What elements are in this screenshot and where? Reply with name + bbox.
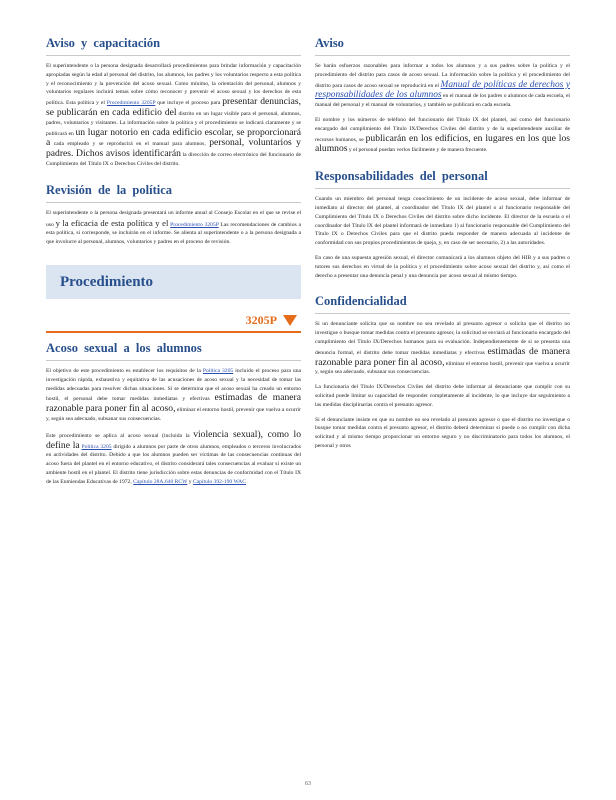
paragraph: En caso de una supuesta agresión sexual, el director comunicará a los alumnos objeto del HIB y a sus padres o tutores sus derechos en virtud de la política y el procedimiento sobre acoso sexual del distrito y, así como el derecho a presentar una denuncia penal y una denuncia por acoso sexual al mismo tiempo. [315, 254, 570, 279]
procedure-link[interactable]: Procedimiento 3205P [170, 221, 219, 228]
policy-link[interactable]: Política 3205 [81, 443, 112, 450]
procedure-link[interactable]: Procedimiento 3205P [106, 100, 156, 107]
section-acoso [46, 341, 301, 487]
policy-number-bar [46, 305, 301, 333]
section-aviso-capacitacion [46, 36, 301, 169]
paragraph: El superintendente o la persona designada presentará un informe anual al Consejo Escolar en el que se revise el uso y la eficacia de esta política y el Procedimiento 3205P Las recomendaciones de cambios a esta política, si corresponde, se incluirán en el informe. Se alienta al superintendente o a la persona designada a que involucre al personal, alumnos, voluntarios y padres en el proceso de revisión. [46, 209, 301, 246]
wac-link[interactable]: Capítulo 392-190 WAC [192, 478, 246, 485]
paragraph: Este procedimiento se aplica al acoso sexual (incluida la violencia sexual), como lo define la Política 3205 dirigido a alumnos por parte de otros alumnos, empleados o terceros involucrados en actividades del distrito. Debido a que los alumnos pueden ser víctimas de las consecuencias continuas del acoso fuera del plantel en el entorno educativo, el distrito considerará tales consecuencias al evaluar si existe un ambiente hostil en el plantel. El distrito tiene jurisdicción sobre estas denuncias de conformidad con el Título IX de las Enmiendas Educativas de 1972, Capítulo 28A.640 RCW y Capítulo 392-190 WAC [46, 428, 301, 485]
section-title: Confidencialidad [315, 294, 570, 314]
section-title: Responsabilidades del personal [315, 169, 570, 189]
left-column [46, 30, 301, 501]
section-title: Aviso y capacitación [46, 36, 301, 56]
triangle-down-icon [283, 315, 297, 326]
section-revision [46, 183, 301, 247]
paragraph: El nombre y los números de teléfono del funcionario del Título IX del plantel, así como del funcionario encargado del cumplimiento del Título IX/Derechos Civiles del distrito y de la superintendente auxiliar de recursos humanos, se publicarán en los edificios, en lugares en los que los alumnos y el personal puedan verlos fácilmente y de manera frecuente. [315, 116, 570, 155]
section-aviso [315, 36, 570, 155]
policy-link[interactable]: Política 3205 [202, 367, 234, 374]
paragraph: El objetivo de este procedimiento es establecer los requisitos de la Política 3205 incluido el proceso para una investigación rápida, exhaustiva y equitativa de las acusaciones de acoso sexual y la necesidad de tomar las medidas adecuadas para resolver dichas situaciones. Si se determina que el acoso sexual ha creado un entorno hostil, el personal debe tomar medidas inmediatas y efectivas estimadas de manera razonable para poner fin al acoso, eliminar el entorno hostil, prevenir que vuelva a ocurrir y, según sea adecuado, subsanar sus consecuencias. [46, 367, 301, 422]
paragraph: Cuando un miembro del personal tenga conocimiento de un incidente de acoso sexual, debe informar de inmediato al director del plantel, al coordinador del Título IX del plantel o al funcionario responsable del Cumplimiento del Título IX o Derechos Civiles del distrito sobre dicho incidente. El director de la escuela o el coordinador del Título IX del plantel informará de inmediato 1) al funcionario responsable del Cumplimiento del Título IX o Derechos Civiles para que el distrito pueda responder de manera adecuada al incidente de conformidad con sus propios procedimientos de queja, y, en caso de ser necesario, 2) a las autoridades. [315, 196, 570, 247]
manual-link[interactable]: Manual de políticas de derechos y responsabilidades de los alumnos [315, 79, 570, 101]
page-number: 63 [305, 781, 311, 787]
right-column [315, 30, 570, 465]
policy-number: 3205P [245, 312, 277, 327]
rcw-link[interactable]: Capítulo 28A.640 RCW [133, 478, 188, 485]
section-responsabilidades [315, 169, 570, 280]
paragraph: El superintendente o la persona designada desarrollará procedimientos para brindar información y capacitación apropiadas según la edad al personal del distrito, los alumnos, los padres y los voluntarios respecto a esta política y el reconocimiento y la prevención del acoso sexual. Como mínimo, la orientación del personal, alumnos y voluntarios regulares incluirá temas sobre cómo reconocer y prevenir el acoso sexual y los derechos de esta política. Esta política y el Procedimiento 3205P que incluye el proceso para presentar denuncias, se publicarán en cada edificio del distrito en un lugar visible para el personal, alumnos, padres, voluntarios y visitantes. La información sobre la política y el procedimiento se indicará claramente y se publicará en un lugar notorio en cada edificio escolar, se proporcionará a cada empleado y se reproducirá en el manual para alumnos, personal, voluntarios y padres. Dichos avisos identificarán la dirección de correo electrónico del funcionario de Cumplimiento del Título IX o Derechos Civiles del distrito. [46, 63, 301, 167]
section-title: Aviso [315, 36, 570, 56]
section-title: Revisión de la política [46, 183, 301, 203]
paragraph: La funcionaria del Título IX/Derechos Civiles del distrito debe informar al denunciante que cumplir con su solicitud puede limitar su capacidad de responder completamente al incidente, lo que incluye dar seguimiento a las medidas disciplinarias contra el presunto agresor. [315, 384, 570, 408]
section-confidencialidad [315, 294, 570, 450]
paragraph: Si un denunciante solicita que su nombre no sea revelado al presunto agresor o solicita que el distrito no investigue o busque tomar medidas contra el presunto agresor, la solicitud se enviará al funcionario encargado del cumplimiento del Título IX/Derechos humanos para su evaluación. Independientemente de si se presenta una denuncia formal, el distrito debe tomar medidas inmediatas y efectivas estimadas de manera razonable para poner fin al acoso, eliminar el entorno hostil, prevenir que vuelva a ocurrir y, según sea adecuado, subsanar sus consecuencias. [315, 321, 571, 376]
paragraph: Se harán esfuerzos razonables para informar a todos los alumnos y a sus padres sobre la política y el procedimiento del distrito para casos de acoso sexual. La información sobre la política y el procedimiento del distrito para casos de acoso sexual se reproducirá en el Manual de políticas de derechos y responsabilidades de los alumnos en el manual de los padres o alumnos de cada escuela, el manual del personal y el manual de voluntarios, y también se publicará en cada escuela. [315, 63, 570, 109]
paragraph: Si el denunciante insiste en que su nombre no sea revelado al presunto agresor o que el distrito no investigue o busque tomar medidas contra el presunto agresor, el distrito deberá determinar si puede o no cumplir con dicha solicitud y al mismo tiempo proporcionar un entorno seguro y no discriminatorio para todos los alumnos, el personal y otros [315, 416, 570, 449]
procedure-banner: Procedimiento [46, 265, 301, 299]
section-title: Acoso sexual a los alumnos [46, 341, 301, 361]
